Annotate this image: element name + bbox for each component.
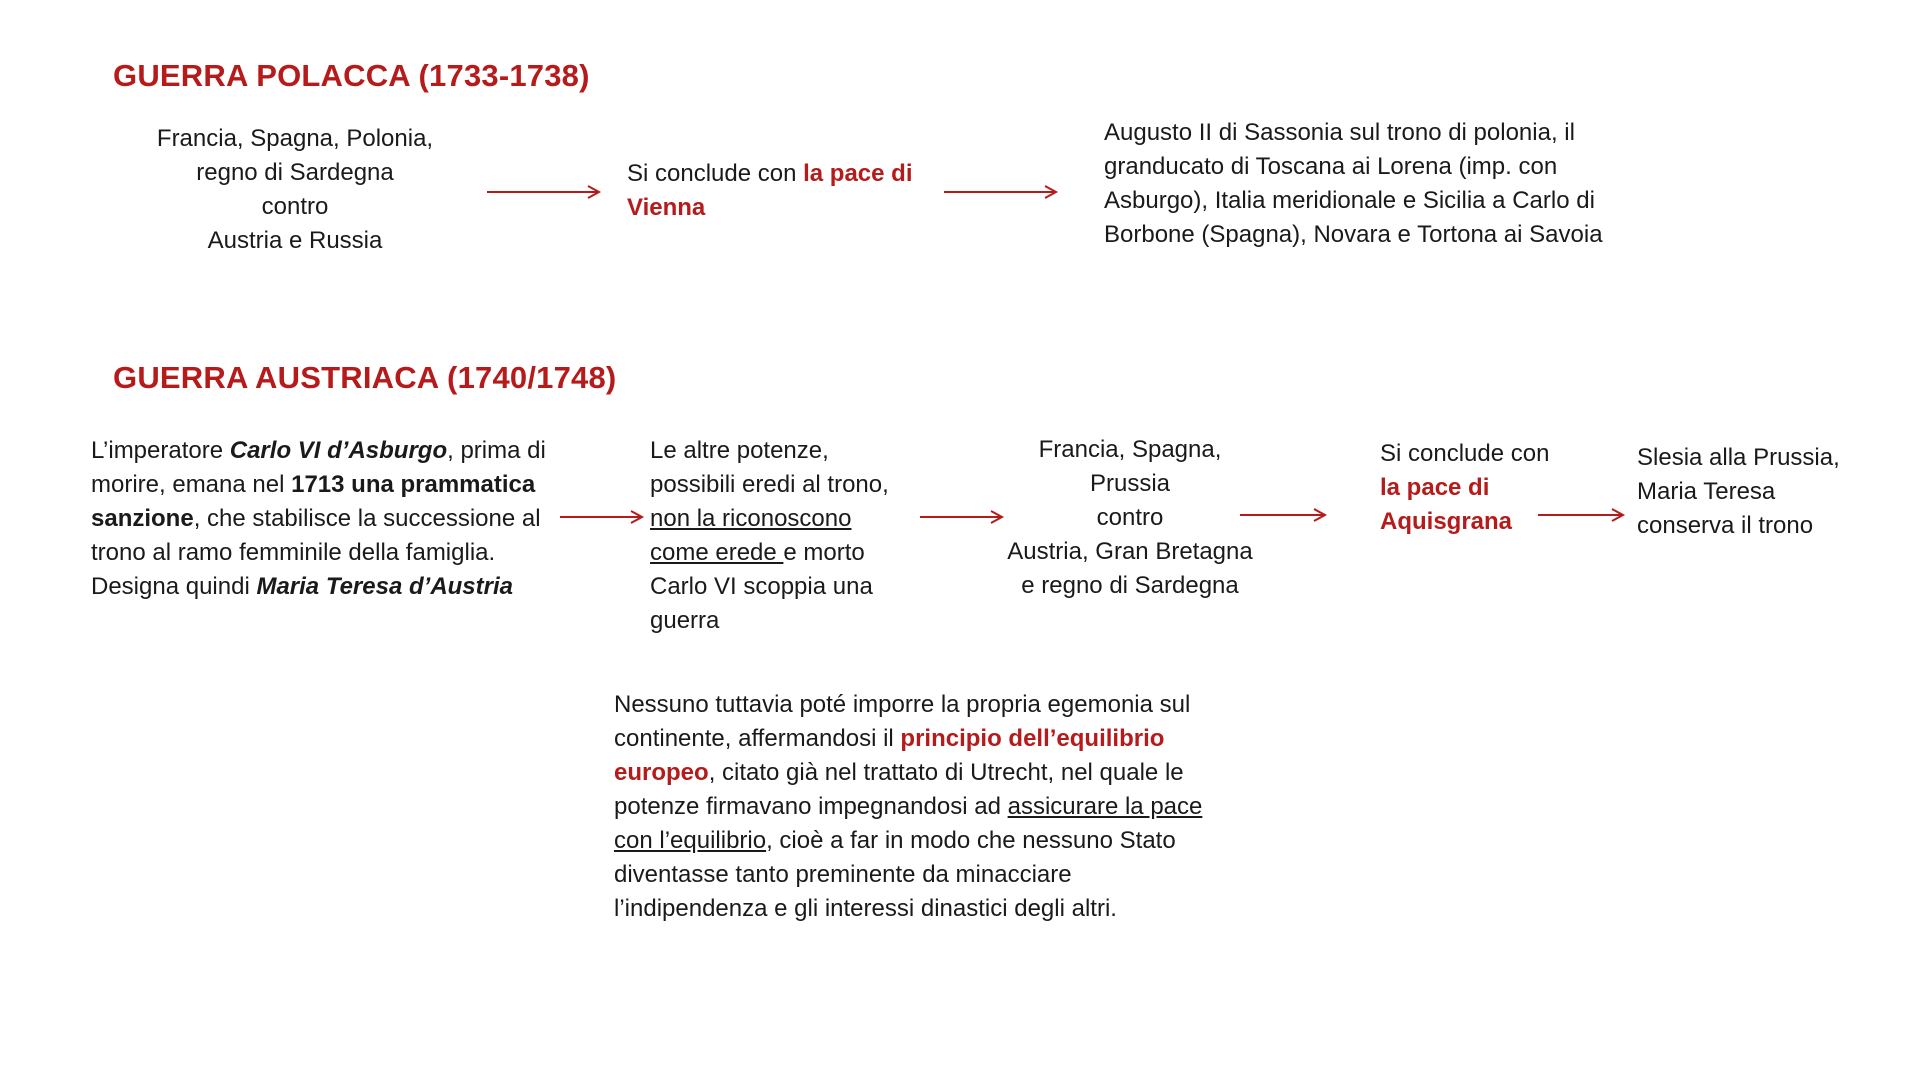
outcome-line: Borbone (Spagna), Novara e Tortona ai Savoia bbox=[1104, 221, 1603, 248]
arrow-right-icon bbox=[487, 185, 602, 199]
cause-text: , prima di bbox=[447, 437, 546, 464]
note-line: Nessuno tuttavia poté imporre la propria egemonia sul bbox=[614, 691, 1191, 718]
cause-text: L’imperatore bbox=[91, 437, 230, 464]
cause-line: trono al ramo femminile della famiglia. bbox=[91, 539, 496, 566]
reaction-underlined: come erede bbox=[650, 539, 784, 566]
heir-name: Maria Teresa d’Austria bbox=[256, 573, 513, 600]
polish-war-title: GUERRA POLACCA (1733-1738) bbox=[113, 58, 590, 93]
arrow-right-icon bbox=[1538, 508, 1626, 522]
belligerents-line: Francia, Spagna, Polonia, bbox=[156, 125, 434, 152]
note-line: diventasse tanto preminente da minacciare bbox=[614, 861, 1072, 888]
austrian-war-outcome bbox=[1637, 441, 1840, 543]
conclusion-line: Si conclude con bbox=[1380, 440, 1550, 467]
reaction-line: non la riconoscono bbox=[650, 505, 852, 532]
note-line bbox=[614, 756, 1202, 790]
note-text: potenze firmavano impegnandosi ad bbox=[614, 793, 1008, 820]
reaction-line: Carlo VI scoppia una bbox=[650, 573, 873, 600]
note-text: continente, affermandosi il bbox=[614, 725, 901, 752]
cause-text: , che stabilisce la successione al bbox=[193, 505, 541, 532]
cause-text: Designa quindi bbox=[91, 573, 257, 600]
reaction-text: e morto bbox=[783, 539, 865, 566]
principle-highlight: europeo bbox=[614, 759, 709, 786]
polish-war-belligerents bbox=[135, 122, 455, 258]
note-line bbox=[614, 722, 1202, 756]
note-underlined: assicurare la pace bbox=[1007, 793, 1203, 820]
arrow-right-icon bbox=[1240, 508, 1328, 522]
reaction-line: guerra bbox=[650, 607, 720, 634]
peace-name: Aquisgrana bbox=[1380, 508, 1513, 535]
austrian-war-belligerents bbox=[990, 433, 1270, 603]
austrian-war-title: GUERRA AUSTRIACA (1740/1748) bbox=[113, 360, 617, 395]
arrow-right-icon bbox=[944, 185, 1059, 199]
outcome-line: granducato di Toscana ai Lorena (imp. con bbox=[1104, 153, 1558, 180]
outcome-line: Augusto II di Sassonia sul trono di polonia, il bbox=[1104, 119, 1575, 146]
outcome-line: Slesia alla Prussia, bbox=[1637, 444, 1840, 471]
sanction-text: sanzione bbox=[91, 505, 194, 532]
austrian-war-cause bbox=[91, 434, 546, 604]
peace-name: la pace di bbox=[1380, 474, 1490, 501]
emperor-name: Carlo VI d’Asburgo bbox=[229, 437, 448, 464]
conclusion-text: Si conclude con bbox=[627, 160, 804, 187]
austrian-war-conclusion bbox=[1380, 437, 1549, 539]
cause-text: morire, emana nel bbox=[91, 471, 292, 498]
reaction-line: Le altre potenze, bbox=[650, 437, 829, 464]
cause-line bbox=[91, 502, 546, 536]
belligerents-line: Austria, Gran Bretagna bbox=[1007, 538, 1253, 565]
note-text: , cioè a far in modo che nessuno Stato bbox=[766, 827, 1176, 854]
principle-highlight: principio dell’equilibrio bbox=[900, 725, 1165, 752]
reaction-line: possibili eredi al trono, bbox=[650, 471, 889, 498]
arrow-right-icon bbox=[560, 510, 645, 524]
cause-line bbox=[91, 434, 546, 468]
note-line bbox=[614, 824, 1202, 858]
belligerents-line: Prussia bbox=[1089, 470, 1171, 497]
peace-name: Vienna bbox=[627, 194, 706, 221]
cause-line bbox=[91, 570, 546, 604]
cause-line bbox=[91, 468, 546, 502]
belligerents-line: contro bbox=[1096, 504, 1164, 531]
sanction-text: 1713 una prammatica bbox=[291, 471, 536, 498]
belligerents-line: Francia, Spagna, bbox=[1038, 436, 1222, 463]
polish-war-outcome bbox=[1104, 116, 1603, 252]
polish-war-conclusion bbox=[627, 157, 913, 225]
note-text: , citato già nel trattato di Utrecht, nel quale le bbox=[708, 759, 1184, 786]
outcome-line: Asburgo), Italia meridionale e Sicilia a Carlo di bbox=[1104, 187, 1595, 214]
note-line bbox=[614, 790, 1202, 824]
european-balance-note bbox=[614, 688, 1202, 926]
peace-name: la pace di bbox=[803, 160, 913, 187]
austrian-war-reaction bbox=[650, 434, 889, 638]
outcome-line: conserva il trono bbox=[1637, 512, 1814, 539]
note-line: l’indipendenza e gli interessi dinastici degli altri. bbox=[614, 895, 1117, 922]
note-underlined: con l’equilibrio bbox=[614, 827, 767, 854]
belligerents-line: e regno di Sardegna bbox=[1021, 572, 1239, 599]
belligerents-line: regno di Sardegna bbox=[196, 159, 394, 186]
conclusion-line bbox=[627, 157, 913, 191]
belligerents-line: contro bbox=[261, 193, 329, 220]
reaction-line bbox=[650, 536, 889, 570]
outcome-line: Maria Teresa bbox=[1637, 478, 1776, 505]
belligerents-line: Austria e Russia bbox=[207, 227, 383, 254]
